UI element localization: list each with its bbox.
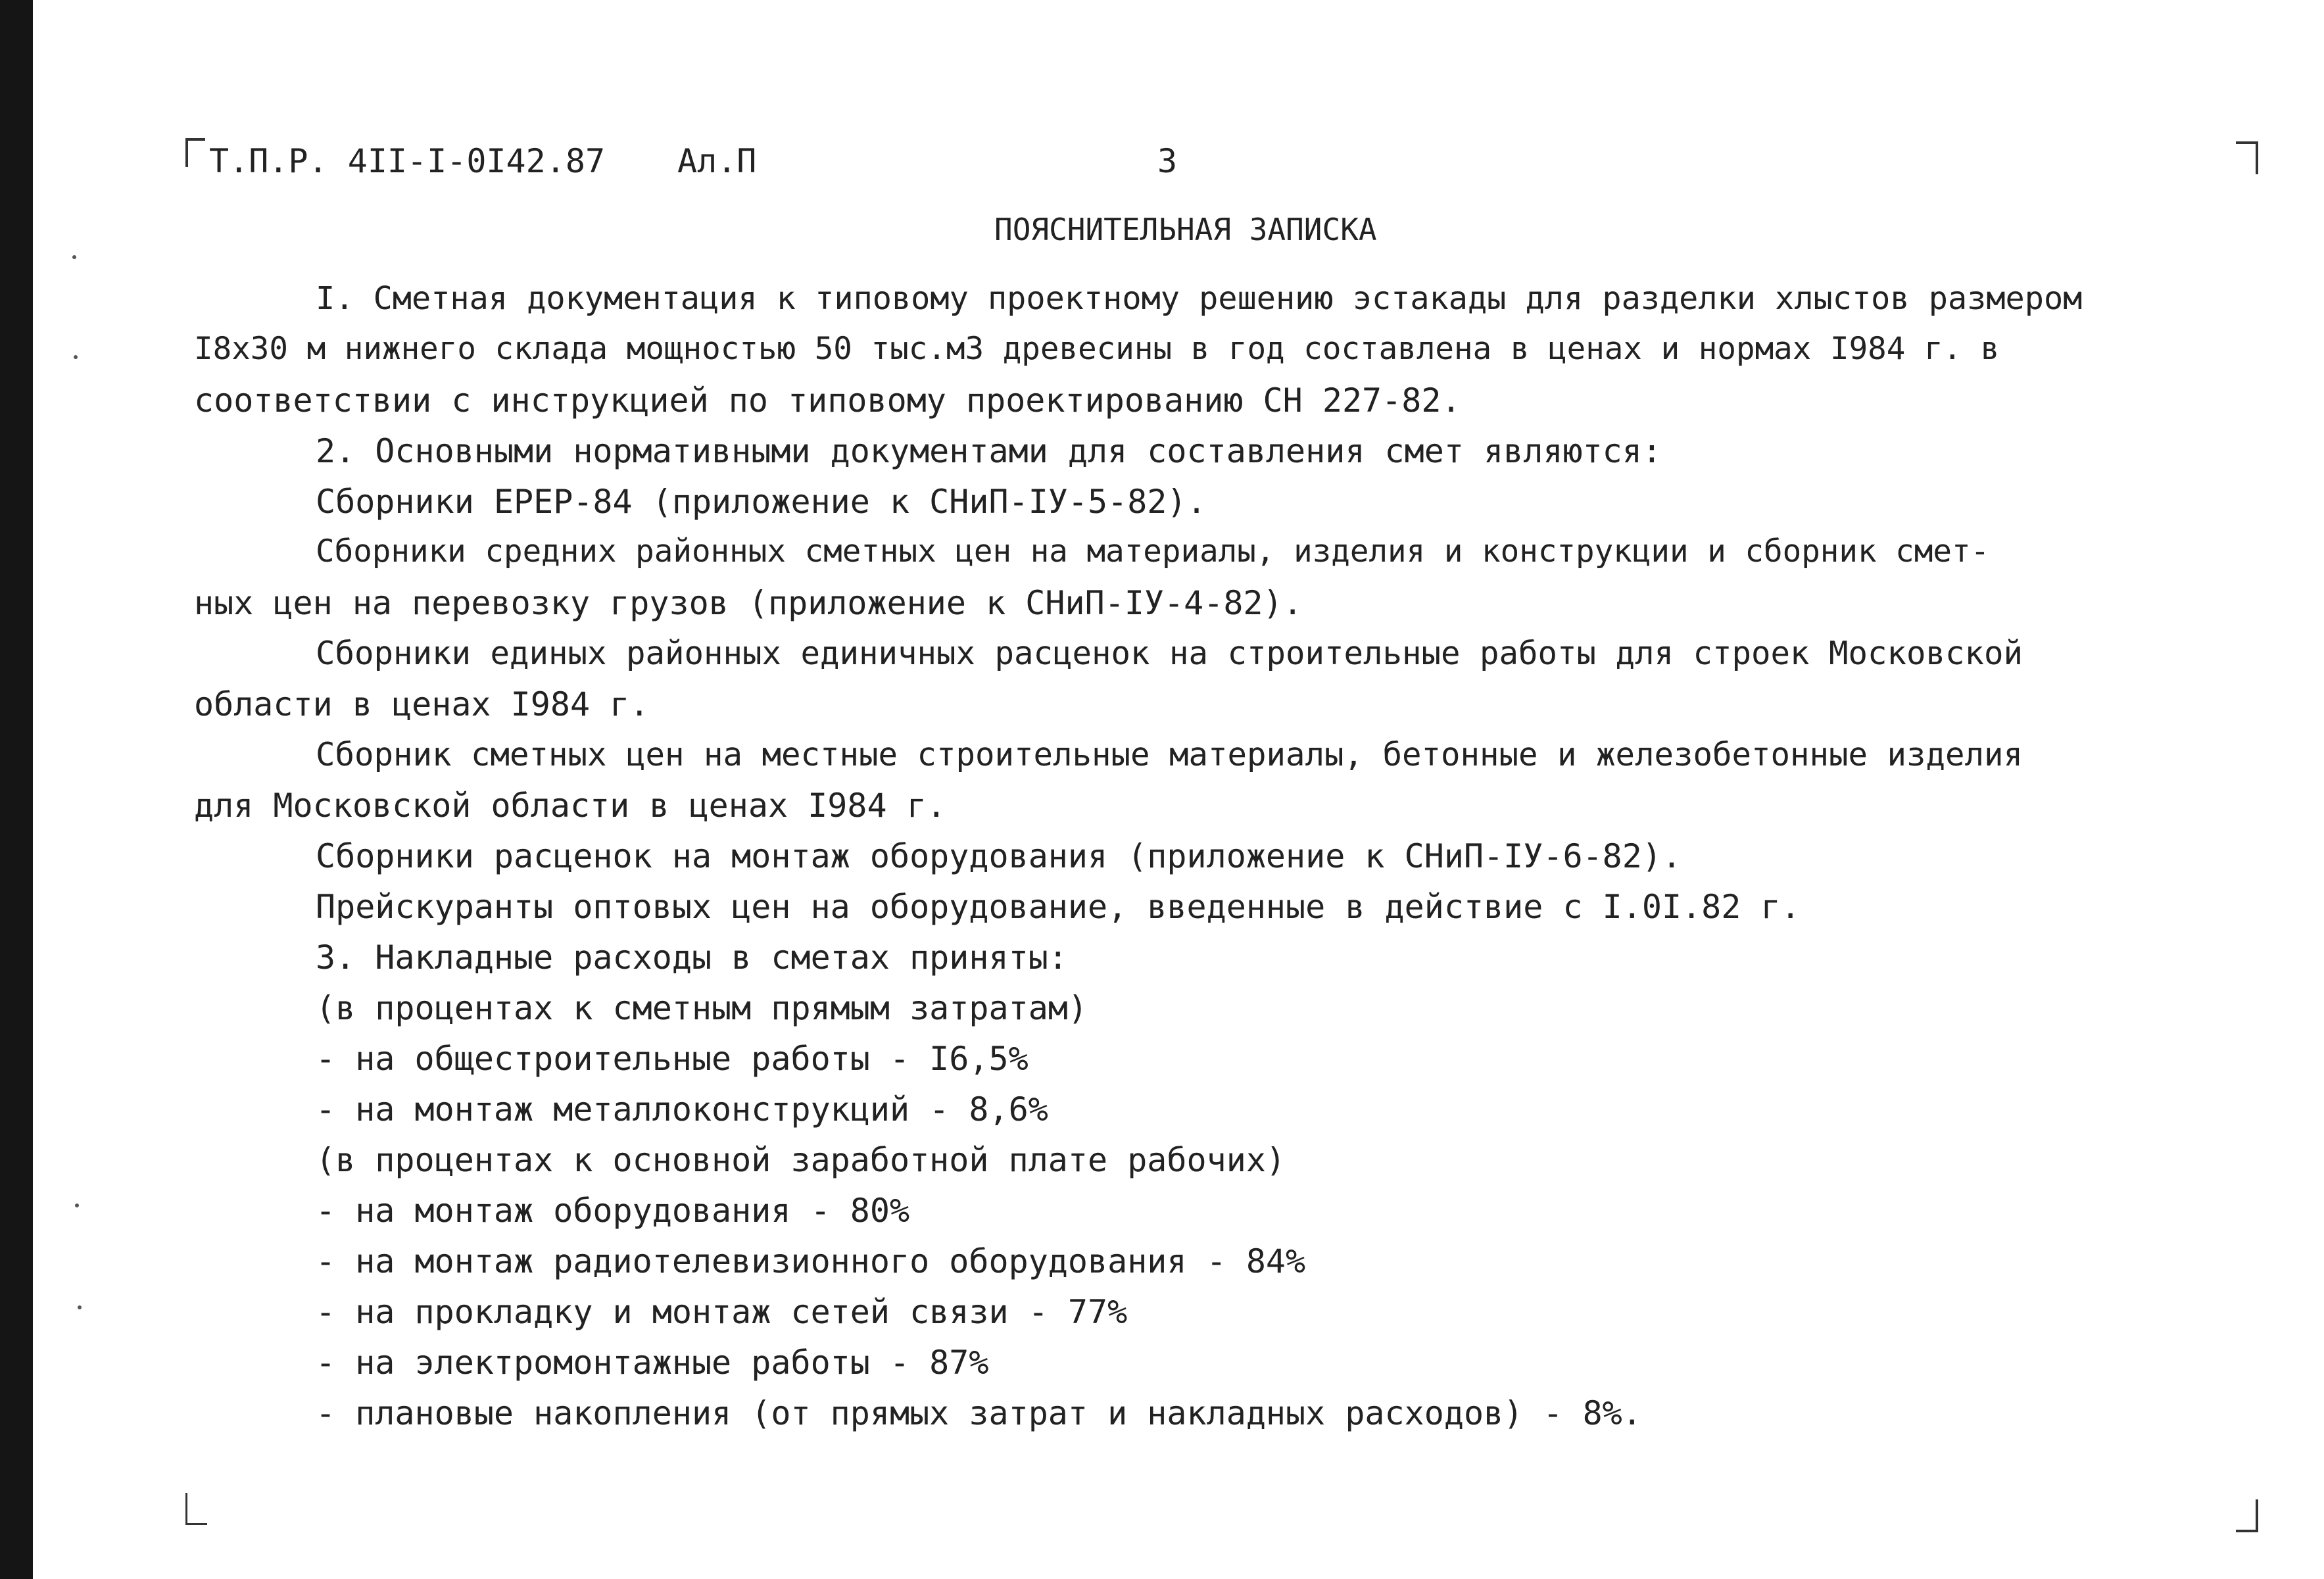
page-number: 3 — [1157, 142, 1178, 180]
text-line: I. Сметная документация к типовому проектному решению эстакады для разделки хлыстов размером — [316, 280, 2083, 317]
corner-mark-top-left — [185, 138, 205, 167]
text-line: - плановые накопления (от прямых затрат и накладных расходов) - 8%. — [316, 1394, 1642, 1432]
text-line: 2. Основными нормативными документами для составления смет являются: — [316, 432, 1662, 470]
corner-mark-bottom-right — [2236, 1499, 2258, 1532]
text-line: I8x30 м нижнего склада мощностью 50 тыс.м3 древесины в год составлена в ценах и нормах I984 г. в — [194, 331, 2000, 367]
text-line: - на монтаж радиотелевизионного оборудования - 84% — [316, 1242, 1306, 1280]
scan-speck — [74, 355, 78, 359]
text-line: (в процентах к основной заработной плате рабочих) — [316, 1141, 1286, 1179]
text-line: - на общестроительные работы - I6,5% — [316, 1040, 1029, 1078]
scan-edge-bar — [0, 0, 33, 1579]
document-reference: Т.П.Р. 4II-I-0I42.87 — [209, 142, 606, 180]
text-line: ных цен на перевозку грузов (приложение к СНиП-IУ-4-82). — [194, 584, 1303, 622]
document-title: ПОЯСНИТЕЛЬНАЯ ЗАПИСКА — [994, 212, 1377, 247]
text-line: области в ценах I984 г. — [194, 685, 650, 723]
text-line: - на монтаж металлоконструкций - 8,6% — [316, 1090, 1048, 1129]
scan-speck — [72, 255, 76, 259]
text-line: Сборники расценок на монтаж оборудования (приложение к СНиП-IУ-6-82). — [316, 837, 1682, 875]
text-line: Сборники ЕРЕР-84 (приложение к СНиП-IУ-5-82). — [316, 483, 1207, 521]
text-line: (в процентах к сметным прямым затратам) — [316, 989, 1088, 1027]
text-line: Сборник сметных цен на местные строительные материалы, бетонные и железобетонные изделия — [316, 736, 2023, 773]
text-line: Сборники единых районных единичных расценок на строительные работы для строек Московской — [316, 635, 2023, 672]
text-line: Прейскуранты оптовых цен на оборудование, введенные в действие с I.0I.82 г. — [316, 888, 1801, 926]
text-line: - на монтаж оборудования - 80% — [316, 1192, 910, 1230]
text-line: для Московской области в ценах I984 г. — [194, 787, 946, 825]
scan-speck — [78, 1305, 82, 1309]
scan-speck — [75, 1203, 79, 1207]
sheet-label: Ал.П — [677, 142, 757, 180]
corner-mark-bottom-left — [185, 1493, 207, 1525]
text-line: - на электромонтажные работы - 87% — [316, 1344, 989, 1382]
text-line: Сборники средних районных сметных цен на материалы, изделия и конструкции и сборник смет- — [316, 533, 1990, 570]
corner-mark-top-right — [2236, 141, 2258, 174]
text-line: соответствии с инструкцией по типовому проектированию СН 227-82. — [194, 381, 1461, 420]
text-line: - на прокладку и монтаж сетей связи - 77% — [316, 1293, 1128, 1331]
text-line: 3. Накладные расходы в сметах приняты: — [316, 938, 1068, 977]
